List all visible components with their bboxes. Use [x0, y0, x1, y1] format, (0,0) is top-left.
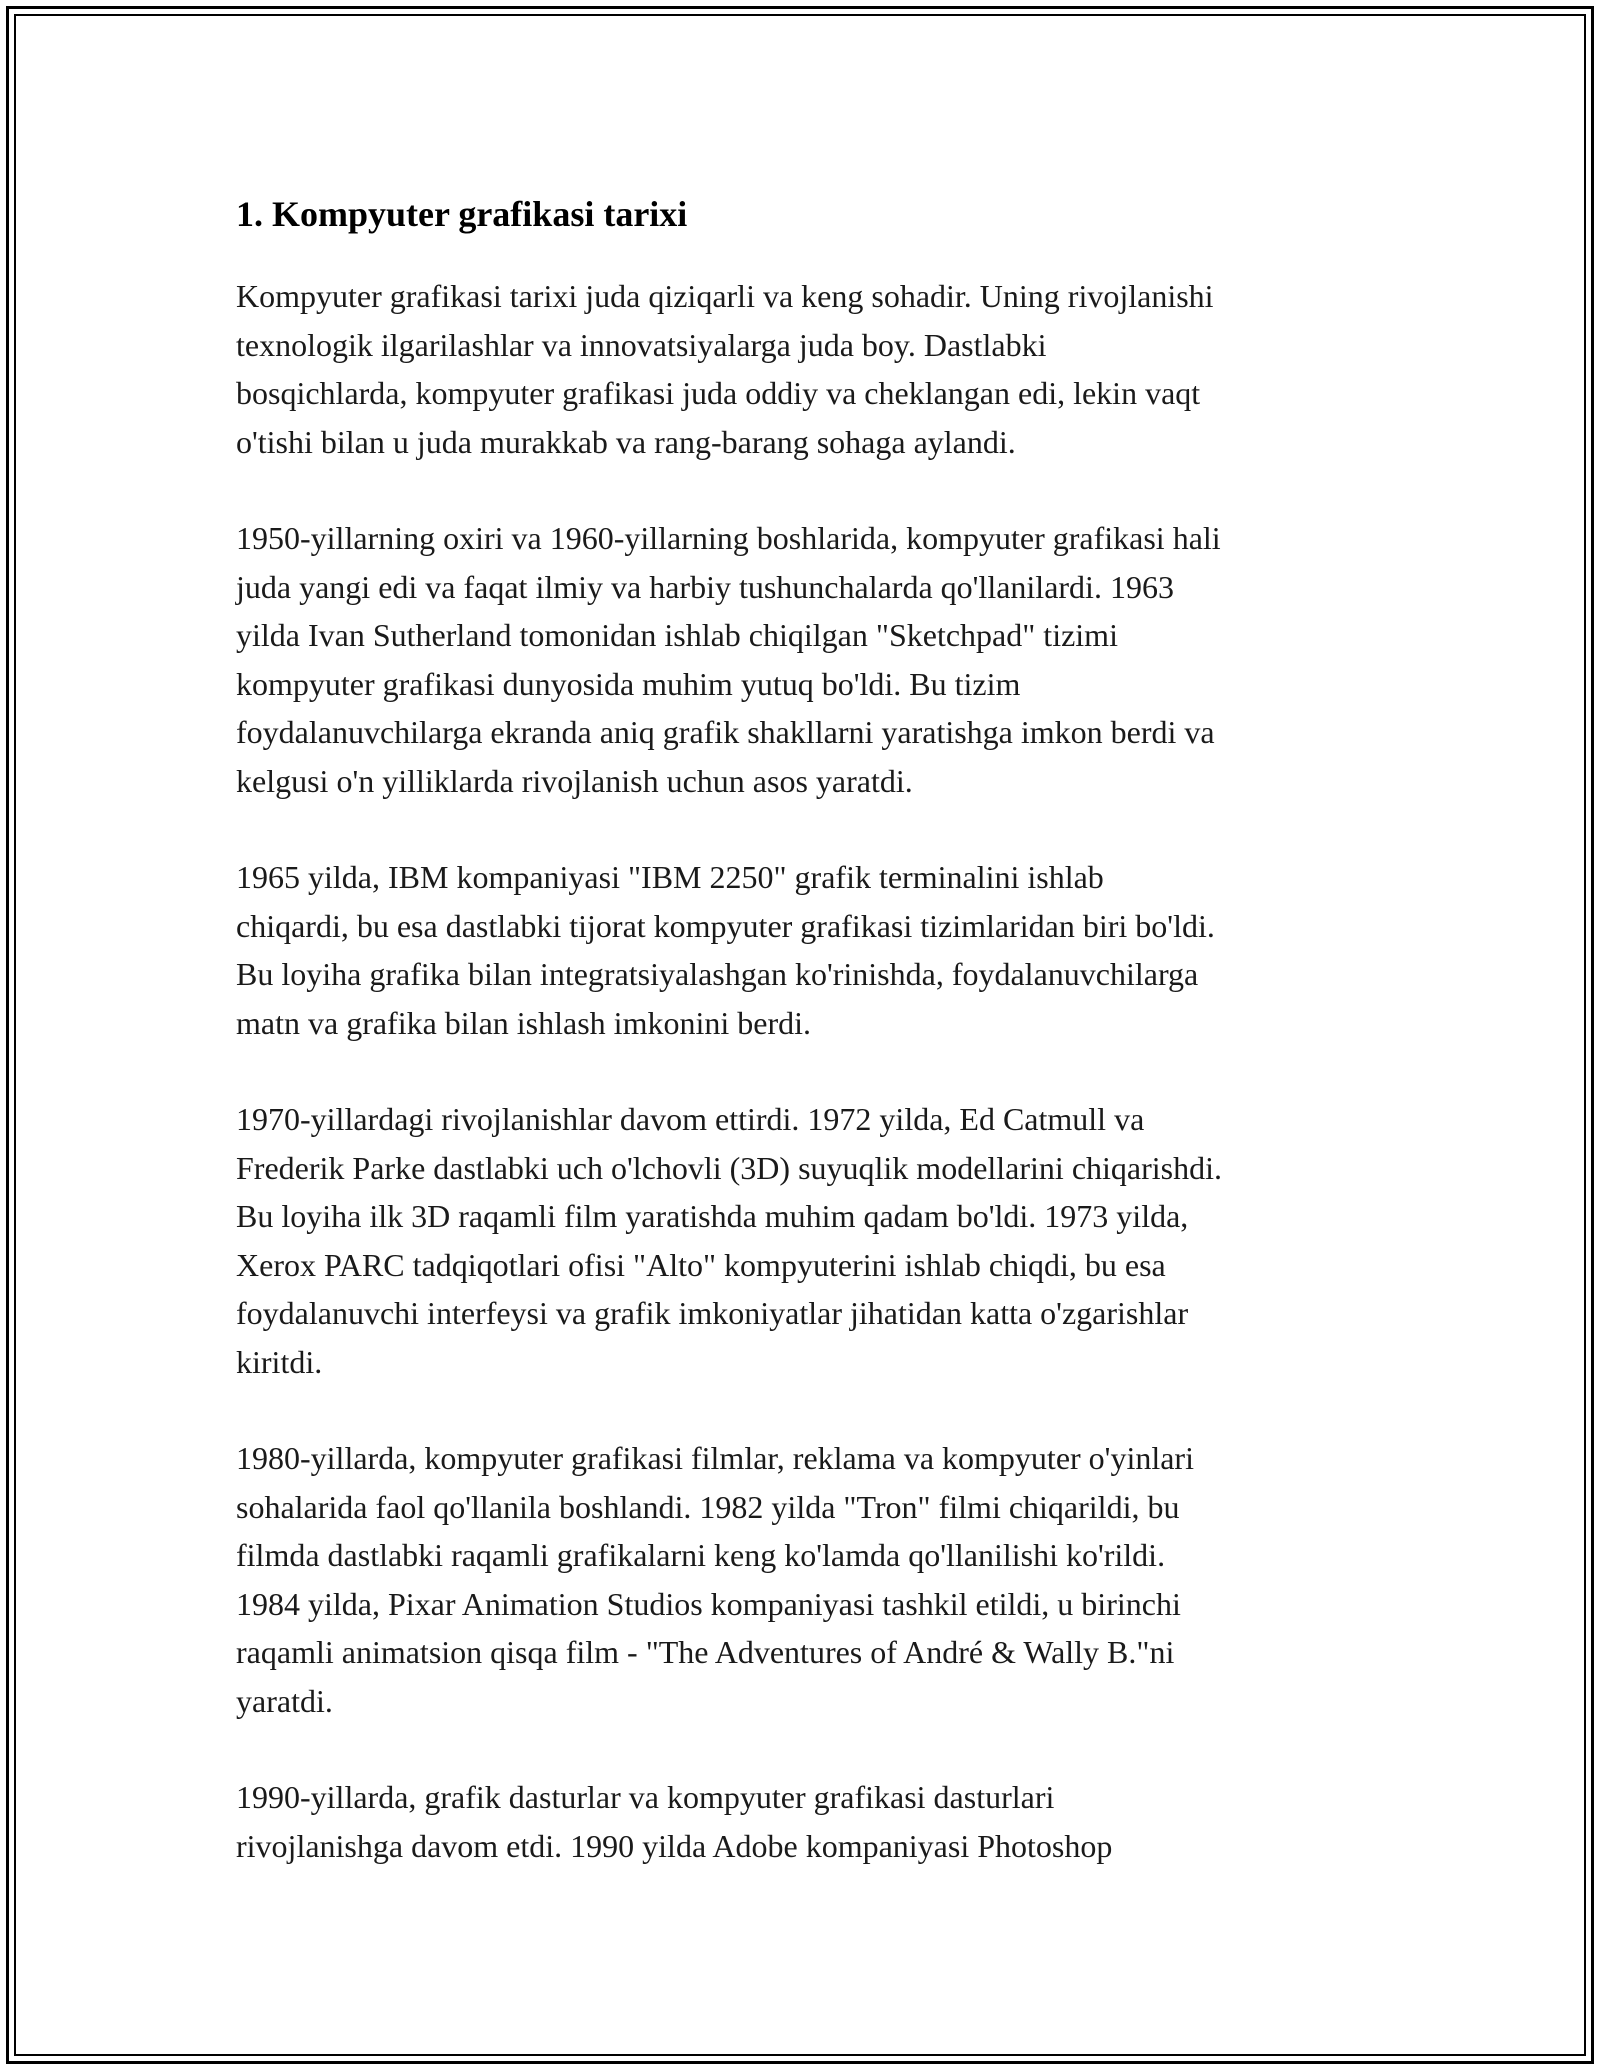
paragraph-1980s: 1980-yillarda, kompyuter grafikasi filmlar, reklama va kompyuter o'yinlari sohalarida faol qo'llanila boshlandi. 1982 yilda "Tron" filmi chiqarildi, bu filmda dastlabki raqamli grafikalarni keng ko'lamda qo'llanilishi ko'rildi. 1984 yilda, Pixar Animation Studios kompaniyasi tashkil etildi, u birinchi raqamli animatsion qisqa film - "The Adventures of André & Wally B."ni yaratdi.: [236, 1440, 1194, 1719]
document-body: [236, 186, 1376, 1918]
section-heading: 1. Kompyuter grafikasi tarixi: [236, 194, 688, 234]
paragraph-intro: Kompyuter grafikasi tarixi juda qiziqarli va keng sohadir. Uning rivojlanishi texnologik ilgarilashlar va innovatsiyalarga juda boy. Dastlabki bosqichlarda, kompyuter grafikasi juda oddiy va cheklangan edi, lekin vaqt o'tishi bilan u juda murakkab va rang-barang sohaga aylandi.: [236, 278, 1214, 460]
paragraph-1970s: 1970-yillardagi rivojlanishlar davom ettirdi. 1972 yilda, Ed Catmull va Frederik Parke dastlabki uch o'lchovli (3D) suyuqlik modellarini chiqarishdi. Bu loyiha ilk 3D raqamli film yaratishda muhim qadam bo'ldi. 1973 yilda, Xerox PARC tadqiqotlari ofisi "Alto" kompyuterini ishlab chiqdi, bu esa foydalanuvchi interfeysi va grafik imkoniyatlar jihatidan katta o'zgarishlar kiritdi.: [236, 1101, 1222, 1380]
paragraph-1965: 1965 yilda, IBM kompaniyasi "IBM 2250" grafik terminalini ishlab chiqardi, bu esa dastlabki tijorat kompyuter grafikasi tizimlaridan biri bo'ldi. Bu loyiha grafika bilan integratsiyalashgan ko'rinishda, foydalanuvchilarga matn va grafika bilan ishlash imkonini berdi.: [236, 859, 1215, 1041]
paragraph-1950s: 1950-yillarning oxiri va 1960-yillarning boshlarida, kompyuter grafikasi hali juda yangi edi va faqat ilmiy va harbiy tushunchalarda qo'llanilardi. 1963 yilda Ivan Sutherland tomonidan ishlab chiqilgan "Sketchpad" tizimi kompyuter grafikasi dunyosida muhim yutuq bo'ldi. Bu tizim foydalanuvchilarga ekranda aniq grafik shakllarni yaratishga imkon berdi va kelgusi o'n yilliklarda rivojlanish uchun asos yaratdi.: [236, 520, 1221, 799]
paragraph-1990s: 1990-yillarda, grafik dasturlar va kompyuter grafikasi dasturlari rivojlanishga davom etdi. 1990 yilda Adobe kompaniyasi Photoshop: [236, 1779, 1113, 1864]
